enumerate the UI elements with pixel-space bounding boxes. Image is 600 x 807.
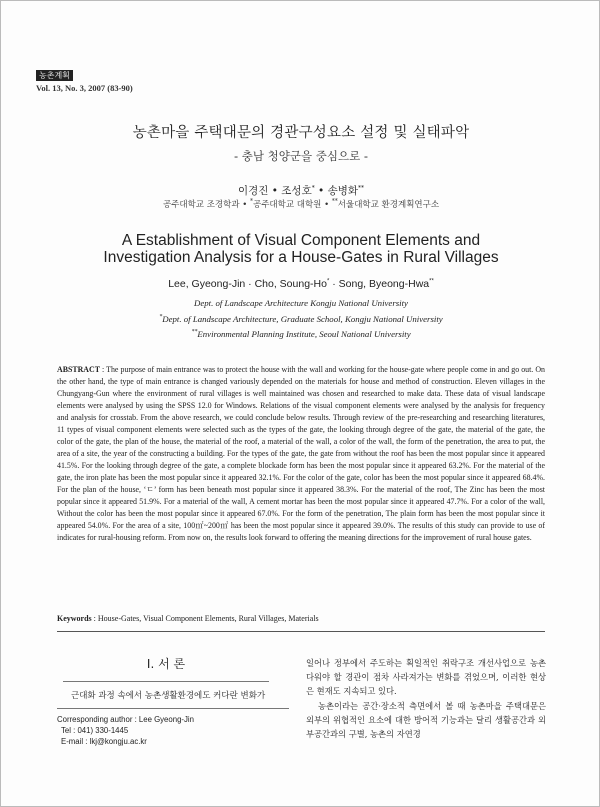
english-affiliation-3-text: Environmental Planning Institute, Seoul National University xyxy=(197,329,411,339)
english-author-2: Cho, Soung-Ho xyxy=(254,278,327,290)
right-paragraph-2: 농촌이라는 공간·장소적 측면에서 볼 때 농촌마을 주택대문은 외부의 위협적인 요소에 대한 방어적 기능과는 달리 생활공간과 외부공간과의 구별, 농촌의 자연경 xyxy=(306,700,546,740)
korean-affiliation-1: 공주대학교 조경학과 • xyxy=(162,200,250,210)
korean-title: 농촌마을 주택대문의 경관구성요소 설정 및 실태파악 xyxy=(132,125,470,141)
english-author-3-mark: ** xyxy=(429,278,434,285)
abstract xyxy=(57,364,545,544)
author-3-mark: ** xyxy=(358,184,365,192)
korean-author-1: 이경진 xyxy=(237,185,269,197)
english-affiliation-2 xyxy=(1,314,600,324)
keywords xyxy=(57,614,545,623)
english-authors xyxy=(1,278,600,290)
journal-badge: 농촌계획 xyxy=(36,70,73,81)
divider xyxy=(57,631,545,632)
english-title-line-2: Investigation Analysis for a House-Gates in Rural Villages xyxy=(103,249,499,266)
author-separator: • xyxy=(268,185,282,197)
affiliation-2-mark: * xyxy=(249,198,253,206)
english-author-1: Lee, Gyeong-Jin · xyxy=(168,278,255,290)
affiliation-3-mark: ** xyxy=(331,198,338,206)
section-divider xyxy=(63,681,269,682)
author-2-mark: * xyxy=(311,184,315,192)
keywords-text: : House-Gates, Visual Component Elements, Rural Villages, Materials xyxy=(91,614,319,623)
footnote-email: E-mail : lkj@kongju.ac.kr xyxy=(61,737,147,746)
korean-subtitle: - 충남 청양군을 중심으로 - xyxy=(233,149,368,163)
english-affiliation-2-mark: * xyxy=(159,314,163,321)
footnote-tel: Tel : 041) 330-1445 xyxy=(61,726,129,735)
english-author-2-mark: * xyxy=(326,278,330,285)
footnote xyxy=(57,714,194,747)
english-affiliation-2-text: Dept. of Landscape Architecture, Graduate School, Kongju National University xyxy=(162,314,443,324)
english-affiliation-3 xyxy=(1,329,600,339)
korean-author-3: 송병화 xyxy=(327,185,359,197)
korean-affiliation-3: 서울대학교 환경계획연구소 xyxy=(337,200,440,210)
english-affiliation-3-mark: ** xyxy=(191,329,198,336)
footnote-divider xyxy=(57,708,289,709)
english-author-3: · Song, Byeong-Hwa xyxy=(329,278,430,290)
section-heading: I. 서 론 xyxy=(146,657,186,671)
right-body xyxy=(306,656,546,741)
left-body-text: 근대화 과정 속에서 농촌생활환경에도 커다란 변화가 xyxy=(71,691,266,701)
korean-authors xyxy=(1,183,600,198)
korean-affiliation-2: 공주대학교 대학원 • xyxy=(252,200,332,210)
english-affiliation-1: Dept. of Landscape Architecture Kongju National University xyxy=(194,298,408,308)
english-title-line-1: A Establishment of Visual Component Elements and xyxy=(121,232,481,249)
abstract-text: : The purpose of main entrance was to protect the house with the wall and working for the house-gate where people come in and go out. On the other hand, the type of main entrance is changed variously depended on the materials for house and method of construction. Eleven villages in the Chungyang-Gun where the environment of rural villages is well maintained was chosen and researched to make data. These data of visual landscape elements were analysed by using the SPSS 12.0 for Windows. Relations of the visual component elements were analysed by the analysis for frequency and analysis for crosstab. From the above research, we could conclude below results. Through review of the pre-researching and researching literatures, 11 types of visual component elements were selected such as the types of the gate, the looking through degree of the gate, the material of the gate, the color of the gate, the plan of the house, the material of the roof, a material of the wall, a color of the wall, the form of the penetration, the area to put, the area of a site, the year of the constructing a building. For the types of the gate, the gate from without the roof has been the most popular since it appeared 41.5%. For the looking through degree of the gate, a complete blockade form has been the most popular since it appeared 63.2%. For the material of the gate, the iron plate has been the most popular since it appeared 32.1%. For the color of the gate, color has been the most popular since it appeared 68.4%. For the plan of the house, ‘ㄷ’ form has been beneath most popular since it appeared 38.3%. For the material of the roof, The Zinc has been the most popular since it appeared 51.9%. For a material of the wall, A cement mortar has been the most popular since it appeared 47.7%. For a color of the wall, Without the color has been the most popular since it appeared 67.0%. For the form of the penetration, The plain form has been the most popular since it appeared 54.0%. For the area of a site, 100㎡~200㎡ has been the most popular since it appeared 39.0%. The results of this study can provide to use of indicates for rural-housing reform. From now on, the results look forward to offering the meaning directions for the improvement of rural house gates. xyxy=(57,365,545,542)
korean-affiliation xyxy=(1,198,600,210)
author-separator: • xyxy=(314,185,328,197)
abstract-label: ABSTRACT xyxy=(57,365,100,374)
korean-author-2: 조성호 xyxy=(281,185,312,197)
right-paragraph-1: 일어나 정부에서 주도하는 획일적인 취락구조 개선사업으로 농촌다워야 할 경관이 점차 사라져가는 변화를 겪었으며, 이러한 현상은 현재도 지속되고 있다. xyxy=(306,658,546,697)
footnote-author: Corresponding author : Lee Gyeong-Jin xyxy=(57,715,194,724)
volume-info: Vol. 13, No. 3, 2007 (83-90) xyxy=(36,83,133,93)
keywords-label: Keywords xyxy=(57,614,92,623)
